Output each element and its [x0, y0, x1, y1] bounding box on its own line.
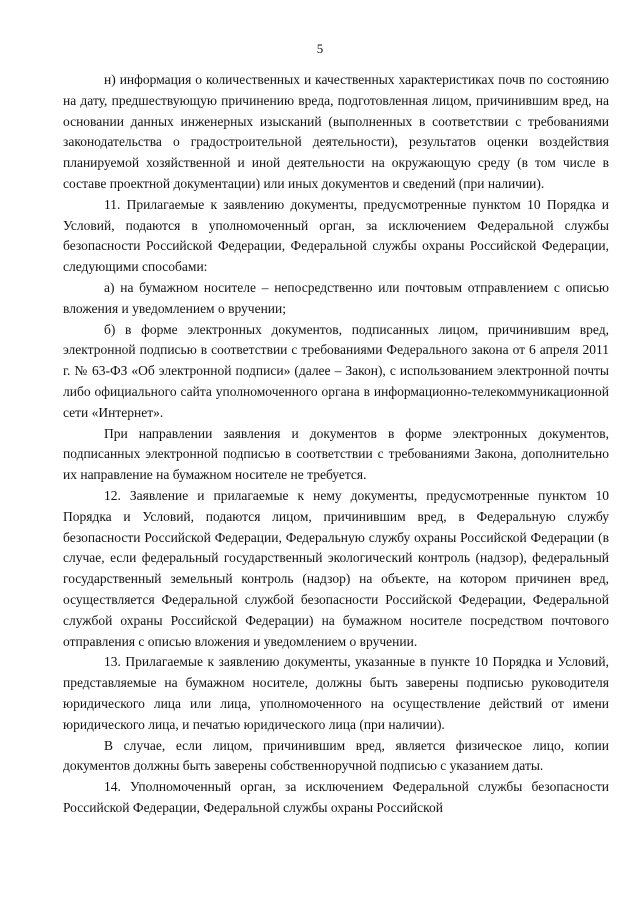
- paragraph-11: 11. Прилагаемые к заявлению документы, предусмотренные пунктом 10 Порядка и Условий, подаются в уполномоченный орган, за исключением Федеральной службы безопасности Российской Федерации, Федеральной службы охраны Российской Федерации, следующими способами:: [63, 196, 609, 275]
- paragraph-n-soil-info: н) информация о количественных и качественных характеристиках почв по состоянию на дату, предшествующую причинению вреда, подготовленная лицом, причинившим вред, на основании данных инженерных изысканий (выполненных в соответствии с требованиями законодательства о градостроительной деятельности), результатов оценки воздействия планируемой хозяйственной и иной деятельности на окружающую среду (в том числе в составе проектной документации) или иных документов и сведений (при наличии).: [63, 72, 609, 191]
- document-body: [63, 70, 609, 819]
- paragraph-12: 12. Заявление и прилагаемые к нему документы, предусмотренные пунктом 10 Порядка и Условий, подаются лицом, причинившим вред, в Федеральную службу безопасности Российской Федерации, Федеральную службу охраны Российской Федерации (в случае, если федеральный государственный экологический контроль (надзор), федеральный государственный земельный контроль (надзор) на объекте, на котором причинен вред, осуществляется Федеральной службой безопасности Российской Федерации, Федеральной службой охраны Российской Федерации) на бумажном носителе посредством почтового отправления с описью вложения и уведомлением о вручении.: [63, 487, 609, 649]
- page-number: 5: [316, 41, 324, 56]
- paragraph-11-a: а) на бумажном носителе – непосредственно или почтовым отправлением с описью вложения и уведомлением о вручении;: [63, 279, 609, 316]
- paragraph-14: 14. Уполномоченный орган, за исключением Федеральной службы безопасности Российской Федерации, Федеральной службы охраны Российской: [63, 779, 609, 815]
- paragraph-electronic-submission: При направлении заявления и документов в форме электронных документов, подписанных электронной подписью в соответствии с требованиями Закона, дополнительно их направление на бумажном носителе не требуется.: [63, 425, 609, 483]
- paragraph-13: 13. Прилагаемые к заявлению документы, указанные в пункте 10 Порядка и Условий, представляемые на бумажном носителе, должны быть заверены подписью руководителя юридического лица или лица, уполномоченного на осуществление действий от имени юридического лица, и печатью юридического лица (при наличии).: [63, 654, 609, 732]
- paragraph-11-b: б) в форме электронных документов, подписанных лицом, причинившим вред, электронной подписью в соответствии с требованиями Федерального закона от 6 апреля 2011 г. № 63-ФЗ «Об электронной подписи» (далее – Закон), с использованием электронной почты либо официального сайта уполномоченного органа в информационно-телекоммуникационной сети «Интернет».: [63, 321, 609, 420]
- paragraph-individual-person: В случае, если лицом, причинившим вред, является физическое лицо, копии документов должны быть заверены собственноручной подписью с указанием даты.: [63, 737, 609, 774]
